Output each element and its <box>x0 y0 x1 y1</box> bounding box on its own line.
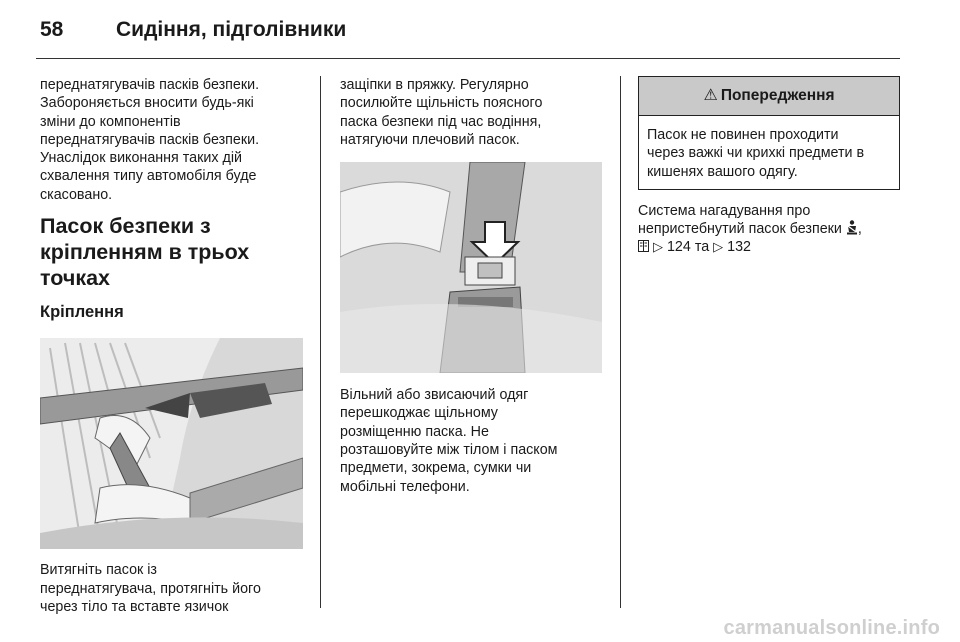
heading-line: Пасок безпеки з <box>40 214 211 239</box>
text-line: предмети, зокрема, сумки чи <box>340 460 532 477</box>
text-line: защіпки в пряжку. Регулярно <box>340 77 529 93</box>
column-3 <box>638 76 900 257</box>
column-2 <box>340 76 604 496</box>
page-reference-link[interactable]: 124 <box>666 239 691 256</box>
column-divider-2 <box>620 76 621 608</box>
tightening-paragraph <box>340 76 604 149</box>
text-line: Унаслідок виконання таких дій <box>40 150 242 167</box>
text-line: через тіло та вставте язичок <box>40 598 229 615</box>
text-line: схвалення типу автомобіля буде <box>40 168 257 185</box>
text-line: Забороняється вносити будь-які <box>40 95 254 112</box>
reference-arrow-icon: ▷ <box>652 239 663 255</box>
text-line: перешкоджає щільному <box>340 405 498 422</box>
section-heading <box>40 213 308 291</box>
intro-paragraph <box>40 76 308 204</box>
text-line: Система нагадування про <box>638 202 811 219</box>
subsection-heading: Кріплення <box>40 303 124 322</box>
warning-header <box>639 77 899 116</box>
warning-triangle-icon: ⚠ <box>703 86 718 104</box>
text-line: переднатягувачів пасків безпеки. <box>40 131 260 148</box>
warning-box <box>638 76 900 190</box>
text-line: кишенях вашого одягу. <box>647 163 798 180</box>
text-line: зміни до компонентів <box>40 113 181 130</box>
text-line: скасовано. <box>40 186 113 203</box>
text-line: переднатягувачів пасків безпеки. <box>40 77 260 93</box>
clothing-paragraph <box>340 386 604 496</box>
text-line: Пасок не повинен проходити <box>647 127 839 143</box>
text-line: Вільний або звисаючий одяг <box>340 387 529 404</box>
text-line: розташовуйте між тілом і паском <box>340 442 558 459</box>
belt-buckle-illustration <box>340 162 602 373</box>
text-line: переднатягувача, протягніть його <box>40 580 261 597</box>
page-reference-link[interactable]: 132 <box>727 239 751 256</box>
text-line: Витягніть пасок із <box>40 562 157 579</box>
page-header <box>40 18 346 42</box>
buckling-illustration <box>40 338 303 549</box>
reference-arrow-icon: ▷ <box>713 239 724 255</box>
column-divider-1 <box>320 76 321 608</box>
manual-book-icon <box>638 239 649 251</box>
text-line: непристебнутий пасок безпеки <box>638 221 842 238</box>
warning-body <box>639 116 899 189</box>
text-line: розміщенню паска. Не <box>340 423 489 440</box>
text-line: паска безпеки під час водіння, <box>340 113 542 130</box>
text-line: через важкі чи крихкі предмети в <box>647 145 865 162</box>
column-1 <box>40 76 308 616</box>
watermark: carmanualsonline.info <box>723 617 940 639</box>
buckling-caption <box>40 561 308 616</box>
header-rule <box>36 58 900 59</box>
page-title: Сидіння, підголівники <box>116 18 347 41</box>
heading-line: точках <box>40 266 111 291</box>
text-line: натягуючи плечовий пасок. <box>340 131 520 148</box>
conjunction: та <box>694 239 710 256</box>
reminder-paragraph: Система нагадування про непристебнутий пасок безпеки , ▷ 124 та ▷ 132 <box>638 202 862 256</box>
heading-line: кріпленням в трьох <box>40 240 250 265</box>
seatbelt-person-icon <box>846 220 858 235</box>
text-line: посилюйте щільність поясного <box>340 95 543 112</box>
warning-title: Попередження <box>720 86 835 104</box>
page-number: 58 <box>40 18 64 41</box>
text-line: мобільні телефони. <box>340 478 470 495</box>
